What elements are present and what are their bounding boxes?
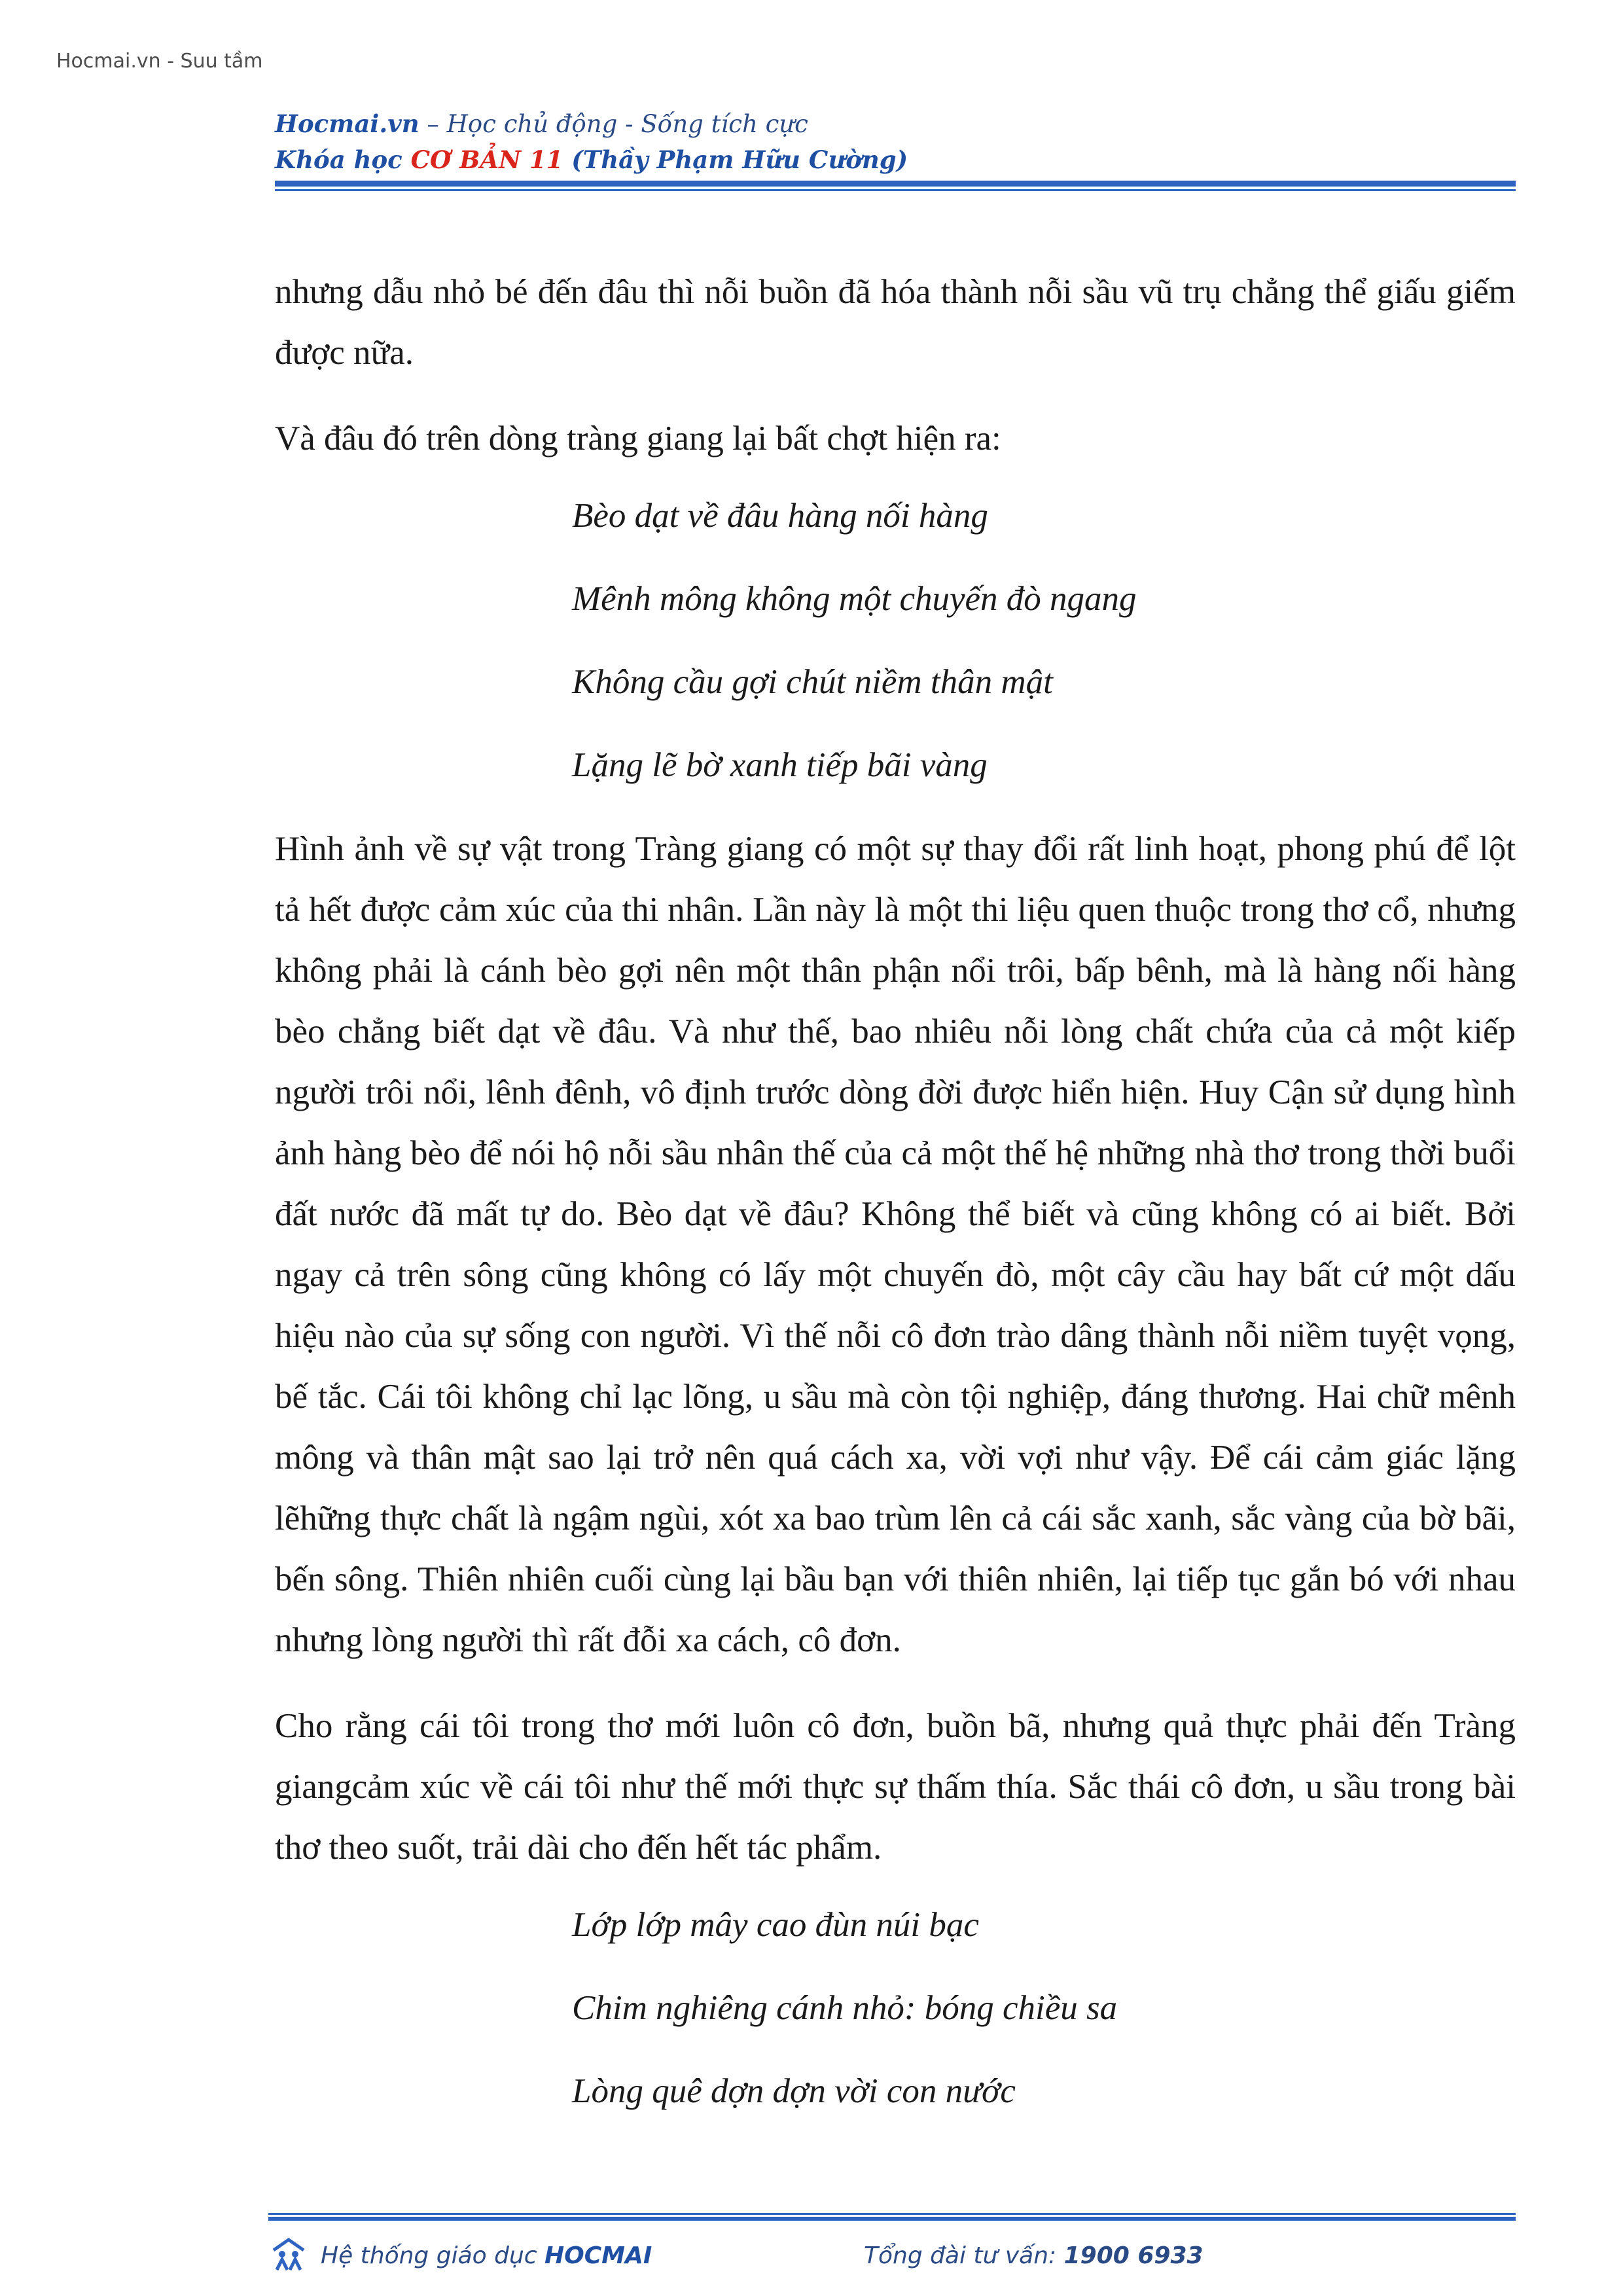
- footer-hotline: [864, 2242, 1204, 2269]
- footer-system-label: Hệ thống giáo dục: [321, 2242, 545, 2269]
- hocmai-logo-icon: [271, 2236, 306, 2274]
- page-header: [275, 106, 1518, 178]
- paragraph: Cho rằng cái tôi trong thơ mới luôn cô đơn, buồn bã, nhưng quả thực phải đến Tràng giangcảm xúc về cái tôi như thế mới thực sự thấm thía. Sắc thái cô đơn, u sầu trong bài thơ theo suốt, trải dài cho đến hết tác phẩm.: [275, 1707, 1516, 1867]
- verse-line: Không cầu gợi chút niềm thân mật: [572, 663, 1053, 701]
- verse-line: Chim nghiêng cánh nhỏ: bóng chiều sa: [572, 1989, 1118, 2027]
- header-line-1: [275, 106, 1518, 142]
- page-footer: [268, 2236, 1516, 2275]
- header-divider: [275, 181, 1516, 191]
- brand-name: Hocmai.vn: [275, 109, 419, 138]
- header-line-2: [275, 142, 1518, 178]
- footer-system-brand: HOCMAI: [544, 2242, 652, 2269]
- watermark: Hocmai.vn - Suu tầm: [56, 50, 263, 73]
- verse-line: Lớp lớp mây cao đùn núi bạc: [572, 1906, 979, 1944]
- course-prefix: Khóa học: [275, 145, 411, 174]
- footer-divider: [268, 2213, 1516, 2221]
- paragraph: Và đâu đó trên dòng tràng giang lại bất chợt hiện ra:: [275, 420, 1001, 457]
- course-name: CƠ BẢN 11: [410, 145, 563, 174]
- paragraph: nhưng dẫu nhỏ bé đến đâu thì nỗi buồn đã hóa thành nỗi sầu vũ trụ chẳng thể giấu giếm được nữa.: [275, 273, 1516, 372]
- hotline-number: 1900 6933: [1063, 2242, 1204, 2269]
- verse-line: Lặng lẽ bờ xanh tiếp bãi vàng: [572, 746, 988, 784]
- verse-line: Mênh mông không một chuyến đò ngang: [572, 580, 1137, 618]
- verse-block: [572, 475, 1516, 807]
- footer-system: [321, 2242, 652, 2269]
- tagline: – Học chủ động - Sống tích cực: [419, 110, 808, 138]
- verse-line: Lòng quê dợn dợn vời con nước: [572, 2072, 1016, 2110]
- hotline-label: Tổng đài tư vấn:: [864, 2242, 1064, 2269]
- teacher-name: (Thầy Phạm Hữu Cường): [563, 145, 908, 174]
- verse-line: Bèo dạt về đâu hàng nối hàng: [572, 497, 988, 535]
- paragraph: Hình ảnh về sự vật trong Tràng giang có một sự thay đổi rất linh hoạt, phong phú để lột tả hết được cảm xúc của thi nhân. Lần này là một thi liệu quen thuộc trong thơ cổ, nhưng không phải là cánh bèo gợi nên một thân phận nổi trôi, bấp bênh, mà là hàng nối hàng bèo chẳng biết dạt về đâu. Và như thế, bao nhiêu nỗi lòng chất chứa của cả một kiếp người trôi nổi, lênh đênh, vô định trước dòng đời được hiển hiện. Huy Cận sử dụng hình ảnh hàng bèo để nói hộ nỗi sầu nhân thế của cả một thế hệ những nhà thơ trong thời buổi đất nước đã mất tự do. Bèo dạt về đâu? Không thể biết và cũng không có ai biết. Bởi ngay cả trên sông cũng không có lấy một chuyến đò, một cây cầu hay bất cứ một dấu hiệu nào của sự sống con người. Vì thế nỗi cô đơn trào dâng thành nỗi niềm tuyệt vọng, bế tắc. Cái tôi không chỉ lạc lõng, u sầu mà còn tội nghiệp, đáng thương. Hai chữ mênh mông và thân mật sao lại trở nên quá cách xa, vời vợi như vậy. Để cái cảm giác lặng lẽhững thực chất là ngậm ngùi, xót xa bao trùm lên cả cái sắc xanh, sắc vàng của bờ bãi, bến sông. Thiên nhiên cuối cùng lại bầu bạn với thiên nhiên, lại tiếp tục gắn bó với nhau nhưng lòng người thì rất đỗi xa cách, cô đơn.: [275, 830, 1516, 1659]
- verse-block: [572, 1884, 1516, 2133]
- document-body: [275, 262, 1516, 2158]
